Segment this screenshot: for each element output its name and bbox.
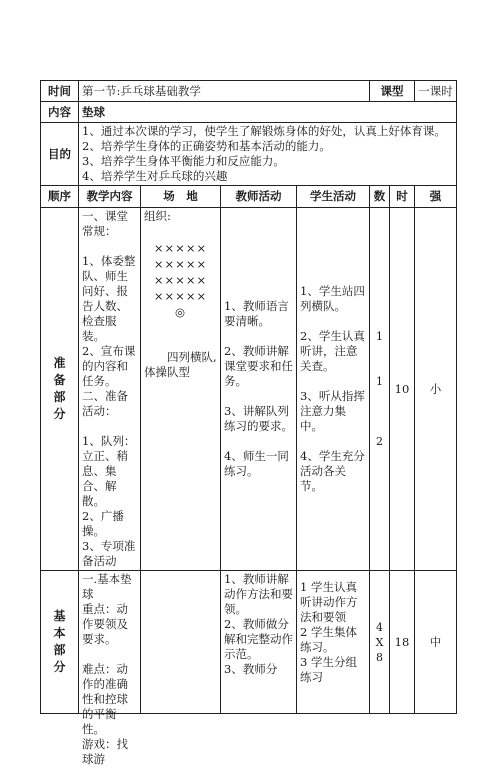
lesson-plan-table: [40, 80, 457, 766]
section-field-empty: [141, 571, 221, 714]
col-intensity: 强: [415, 186, 457, 208]
formation-row: ×××××: [153, 289, 208, 303]
col-order: 顺序: [41, 186, 79, 208]
prep-section-row: [41, 208, 457, 571]
time-value-cell: 10: [390, 208, 415, 571]
content-row: [41, 102, 457, 123]
col-content: 教学内容: [79, 186, 141, 208]
goal-list: [79, 123, 457, 186]
formation-row: ×××××: [153, 241, 208, 255]
col-field: 场 地: [141, 186, 221, 208]
col-teacher: 教师活动: [221, 186, 297, 208]
col-time: 时: [390, 186, 415, 208]
time-label: 时间: [41, 81, 79, 102]
goal-row: [41, 123, 457, 186]
intensity-value: 小: [415, 208, 457, 571]
teacher-activity: 1、教师语言要清晰。 2、教师讲解课堂要求和任务。 3、讲解队列练习的要求。 4、师生一同练习。: [221, 208, 297, 571]
formation-caption: 四列横队, 体操队型: [144, 350, 217, 379]
goal-label: 目的: [41, 123, 79, 186]
formation-diagram: [144, 240, 217, 320]
lesson-type-label: 课型: [370, 81, 415, 102]
col-student: 学生活动: [297, 186, 370, 208]
count-value: 4 X 8: [370, 571, 390, 714]
main-section-row: [41, 571, 457, 714]
formation-row: ×××××: [153, 257, 208, 271]
lesson-plan-sheet: [40, 80, 456, 766]
time-row: [41, 81, 457, 102]
section-name: 准 备 部 分: [41, 208, 79, 571]
count-value: 1 1 2: [370, 208, 390, 571]
section-content: 一.基本垫球 重点：动作要领及要求。 难点：动作的准确性和控球的平衡性。 游戏：找球游: [82, 572, 132, 766]
teacher-position-marker: ◎: [174, 305, 187, 319]
student-activity: 1 学生认真听讲动作方法和要领 2 学生集体练习。 3 学生分组练习: [300, 580, 358, 684]
content-label: 内容: [41, 102, 79, 123]
section-name: 基 本 部 分: [41, 571, 79, 714]
section-field: [141, 208, 221, 571]
goal-item: 2、培养学生身体的正确姿势和基本活动的能力。: [82, 139, 331, 153]
intensity-value: 中: [415, 571, 457, 714]
teacher-activity: 1、教师讲解动作方法和要领。 2、教师做分解和完整动作示范。 3、教师分: [224, 572, 293, 676]
col-count: 数: [370, 186, 390, 208]
field-org-label: 组织:: [144, 209, 171, 223]
time-value: 第一节:乒乓球基础教学: [79, 81, 370, 102]
goal-item: 4、培养学生对乒乓球的兴趣: [82, 169, 228, 183]
content-value: 垫球: [79, 102, 457, 123]
goal-item: 3、培养学生身体平衡能力和反应能力。: [82, 154, 285, 168]
formation-row: ×××××: [153, 273, 208, 287]
student-activity: 1、学生站四列横队。 2、学生认真听讲，注意关查。 3、听从指挥注意力集中。 4、学生充分活动各关节。: [297, 208, 370, 571]
time-value-cell: 18: [390, 571, 415, 714]
column-header-row: [41, 186, 457, 208]
goal-item: 1、通过本次课的学习，使学生了解锻炼身体的好处，认真上好体育课。: [82, 124, 446, 138]
lesson-type-value: 一课时: [415, 81, 457, 102]
section-content: 一、课堂常规： 1、体委整队、师生问好、报告人数、检查服装。 2、宣布课的内容和任务。 二、准备活动： 1、队列：立正、稍息、集合、解散。 2、广播操。 3、专项准备活动: [79, 208, 141, 571]
